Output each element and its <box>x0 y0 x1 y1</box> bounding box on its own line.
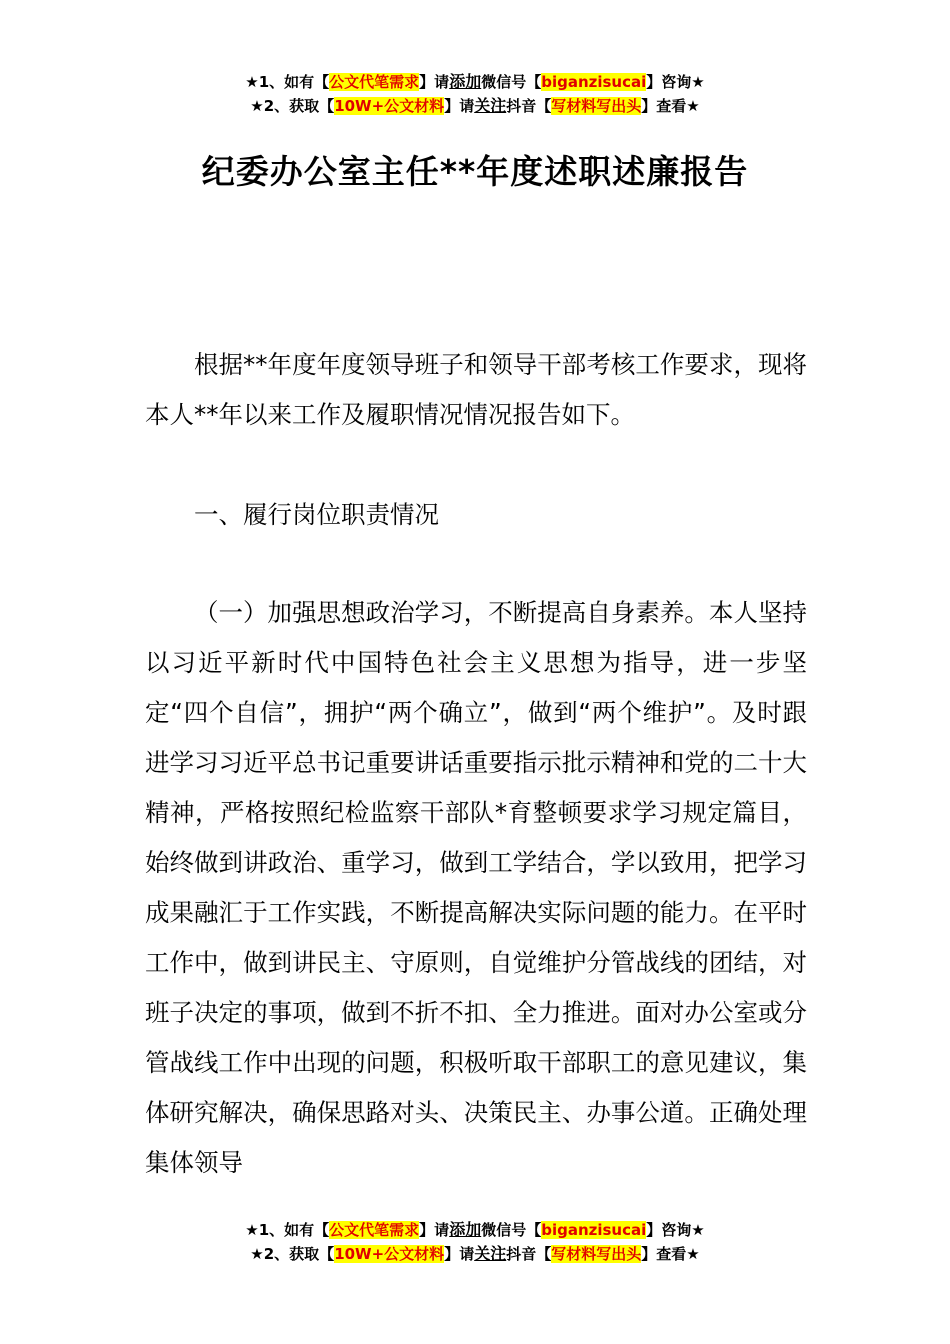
banner-highlight: 10W+公文材料 <box>334 1245 445 1263</box>
body-paragraph: （一）加强思想政治学习，不断提高自身素养。本人坚持以习近平新时代中国特色社会主义思想为指导，进一步坚定“四个自信”，拥护“两个确立”，做到“两个维护”。及时跟进学习习近平总书记重要讲话重要指示批示精神和党的二十大精神，严格按照纪检监察干部队*育整顿要求学习规定篇目，始终做到讲政治、重学习，做到工学结合，学以致用，把学习成果融汇于工作实践，不断提高解决实际问题的能力。在平时工作中，做到讲民主、守原则，自觉维护分管战线的团结，对班子决定的事项，做到不折不扣、全力推进。面对办公室或分管战线工作中出现的问题，积极听取干部职工的意见建议，集体研究解决，确保思路对头、决策民主、办事公道。正确处理集体领导 <box>145 598 807 1177</box>
banner-text: 】咨询★ <box>646 1221 705 1239</box>
banner-emphasis: 关注 <box>474 1244 507 1263</box>
banner-line-1 <box>0 1218 950 1242</box>
banner-emphasis: 关注 <box>474 96 507 115</box>
banner-wechat-id: biganzisucai <box>541 1221 647 1239</box>
banner-text: 】请 <box>419 73 450 91</box>
document-title: 纪委办公室主任**年度述职述廉报告 <box>201 152 749 191</box>
banner-text: 抖音【 <box>506 1245 552 1263</box>
banner-line-2 <box>0 1242 950 1266</box>
banner-douyin-id: 写材料写出头 <box>551 97 642 115</box>
banner-text: ★1、如有【 <box>245 73 330 91</box>
banner-text: ★1、如有【 <box>245 1221 330 1239</box>
section-heading: 一、履行岗位职责情况 <box>194 500 439 529</box>
banner-text: 】咨询★ <box>646 73 705 91</box>
banner-emphasis: 添加 <box>449 1220 482 1239</box>
banner-line-2 <box>0 94 950 118</box>
banner-text: 微信号【 <box>481 73 542 91</box>
footer-banner <box>0 1218 950 1266</box>
banner-highlight: 公文代笔需求 <box>329 73 420 91</box>
banner-text: 】请 <box>419 1221 450 1239</box>
banner-highlight: 10W+公文材料 <box>334 97 445 115</box>
banner-text: 微信号【 <box>481 1221 542 1239</box>
banner-douyin-id: 写材料写出头 <box>551 1245 642 1263</box>
intro-paragraph: 根据**年度年度领导班子和领导干部考核工作要求，现将本人**年以来工作及履职情况情况报告如下。 <box>145 350 807 429</box>
banner-text: ★2、获取【 <box>250 1245 335 1263</box>
header-banner <box>0 70 950 118</box>
banner-text: 】查看★ <box>641 1245 700 1263</box>
banner-wechat-id: biganzisucai <box>541 73 647 91</box>
banner-emphasis: 添加 <box>449 72 482 91</box>
banner-text: 抖音【 <box>506 97 552 115</box>
banner-line-1 <box>0 70 950 94</box>
banner-text: ★2、获取【 <box>250 97 335 115</box>
banner-text: 】请 <box>444 1245 475 1263</box>
banner-text: 】查看★ <box>641 97 700 115</box>
banner-highlight: 公文代笔需求 <box>329 1221 420 1239</box>
banner-text: 】请 <box>444 97 475 115</box>
